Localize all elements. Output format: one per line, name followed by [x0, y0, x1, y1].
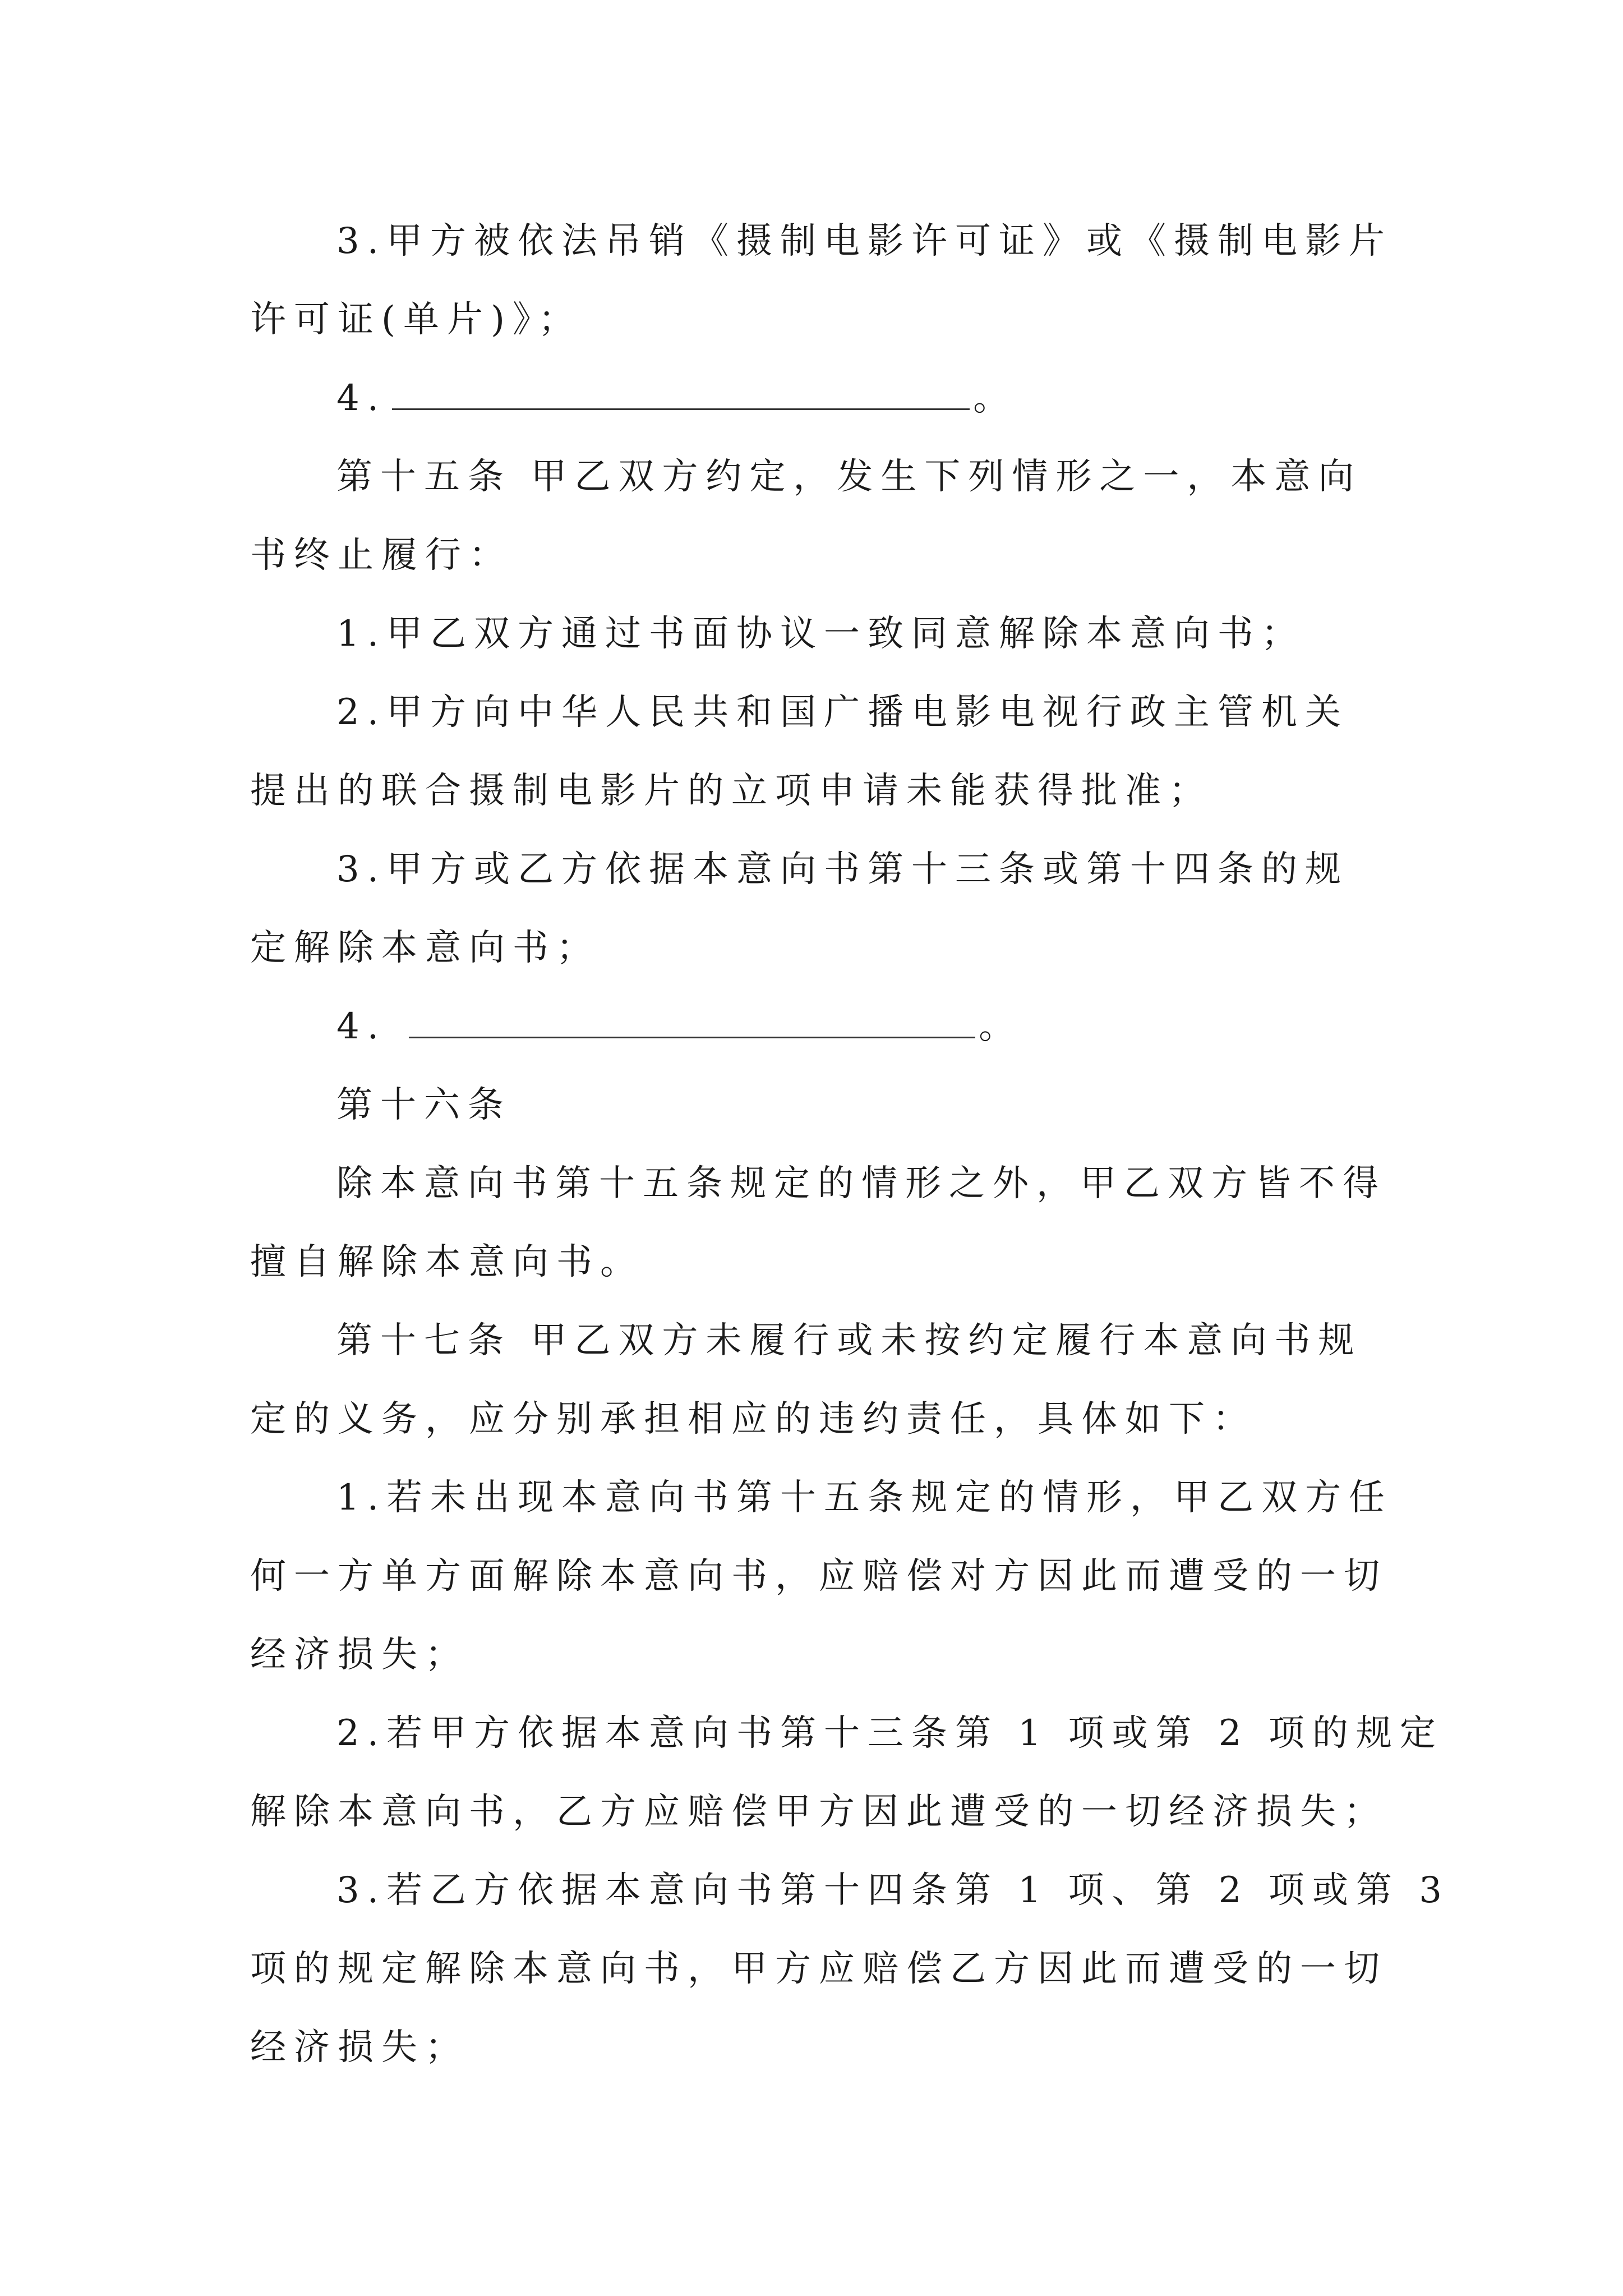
clause-14-item-3: 3.甲方被依法吊销《摄制电影许可证》或《摄制电影片	[336, 220, 1393, 262]
clause-15-item-1: 1.甲乙双方通过书面协议一致同意解除本意向书；	[336, 613, 1306, 655]
clause-15-item-3: 3.甲方或乙方依据本意向书第十三条或第十四条的规	[336, 849, 1349, 890]
item-number: 4.	[336, 1006, 387, 1047]
clause-17-item-1-cont2: 经济损失；	[250, 1634, 469, 1676]
clause-17-heading: 第十七条 甲乙双方未履行或未按约定履行本意向书规	[336, 1320, 1362, 1361]
clause-14-item-3-cont: 许可证(单片)》；	[250, 299, 582, 341]
clause-16-heading: 第十六条	[336, 1084, 511, 1126]
fill-in-blank[interactable]	[409, 1002, 975, 1038]
clause-17-item-3-cont2: 经济损失；	[250, 2027, 469, 2068]
clause-17-item-1: 1.若未出现本意向书第十五条规定的情形，甲乙双方任	[336, 1477, 1393, 1519]
clause-16-body: 除本意向书第十五条规定的情形之外，甲乙双方皆不得	[336, 1163, 1386, 1204]
clause-14-item-4	[336, 371, 1017, 425]
item-end-mark: 。	[979, 1006, 1023, 1047]
clause-15-heading-cont: 书终止履行：	[250, 535, 513, 576]
clause-15-item-4	[336, 1000, 1022, 1053]
clause-17-item-1-cont: 何一方单方面解除本意向书，应赔偿对方因此而遭受的一切	[250, 1556, 1387, 1597]
clause-15-item-2: 2.甲方向中华人民共和国广播电影电视行政主管机关	[336, 692, 1349, 733]
clause-17-heading-cont: 定的义务，应分别承担相应的违约责任，具体如下：	[250, 1398, 1256, 1440]
fill-in-blank[interactable]	[392, 374, 970, 410]
clause-17-item-2: 2.若甲方依据本意向书第十三条第 1 项或第 2 项的规定	[336, 1713, 1444, 1754]
clause-17-item-2-cont: 解除本意向书，乙方应赔偿甲方因此遭受的一切经济损失；	[250, 1791, 1387, 1833]
clause-15-heading: 第十五条 甲乙双方约定，发生下列情形之一，本意向	[336, 456, 1362, 498]
item-number: 4.	[336, 378, 387, 419]
clause-15-item-3-cont: 定解除本意向书；	[250, 927, 600, 969]
clause-17-item-3-cont: 项的规定解除本意向书，甲方应赔偿乙方因此而遭受的一切	[250, 1948, 1387, 1990]
clause-17-item-3: 3.若乙方依据本意向书第十四条第 1 项、第 2 项或第 3	[336, 1870, 1450, 1911]
clause-15-item-2-cont: 提出的联合摄制电影片的立项申请未能获得批准；	[250, 770, 1212, 812]
clause-16-body-cont: 擅自解除本意向书。	[250, 1241, 644, 1283]
item-end-mark: 。	[973, 378, 1017, 419]
